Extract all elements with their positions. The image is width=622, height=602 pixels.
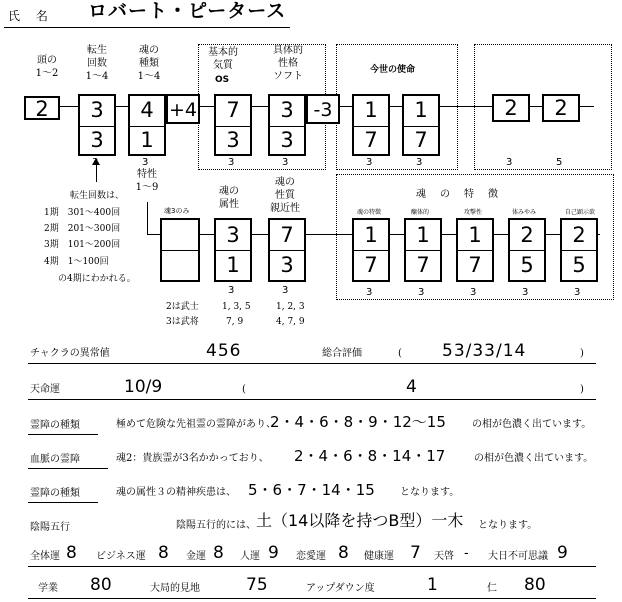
- ketsumyaku-nums: 2・4・6・8・14・17: [294, 447, 446, 465]
- chakra-value: 456: [206, 341, 242, 361]
- luck-value: 8: [213, 543, 224, 563]
- below-value: 3: [92, 157, 99, 168]
- luck-label: 健康運: [364, 551, 394, 562]
- inyo-text-a: 陰陽五行的には、: [176, 520, 256, 531]
- luck-label: ビジネス運: [96, 551, 146, 562]
- trait-header: 攻撃性: [464, 209, 483, 216]
- head-count-label: 頭の 1〜2: [35, 55, 59, 79]
- trait-box: 1 7: [456, 218, 494, 282]
- luck-value: 8: [158, 543, 169, 563]
- arrow-line: [96, 164, 97, 182]
- inyo-big: 土（14以降を持つB型）一木: [256, 511, 464, 530]
- reisho-text-b: の相が色濃く出ています。: [472, 419, 592, 430]
- below-value: 3: [282, 157, 289, 168]
- luck-value: -: [464, 546, 469, 561]
- study-value: 80: [90, 575, 112, 595]
- reincarnation-box: 3 3: [78, 94, 116, 156]
- basic-box: 7 3: [214, 94, 252, 156]
- reisho-nums: 2・4・6・8・9・12〜15: [270, 413, 446, 431]
- note-samurai-nature: 1, 2, 3: [276, 302, 305, 312]
- reisho2-text-b: となります。: [400, 487, 460, 498]
- overall-open: (: [398, 348, 402, 359]
- trait-below: 3: [574, 287, 581, 298]
- row-underline: [28, 598, 596, 599]
- trait-box: 1 7: [352, 218, 390, 282]
- header-underline: [4, 27, 290, 28]
- traits-title: 魂 の 特 徴: [416, 189, 500, 200]
- luck-value: 9: [268, 543, 279, 563]
- trait-below: 3: [366, 287, 373, 298]
- note-line: 3期 101〜200回: [44, 240, 121, 250]
- overall-close: ): [580, 348, 584, 359]
- reisho-label: 霊障の種類: [30, 420, 80, 431]
- row-underline: [28, 566, 596, 567]
- chakra-label: チャクラの異常値: [30, 348, 110, 359]
- person-name: ロバート・ピータース: [88, 0, 287, 22]
- below-value: 3: [416, 157, 423, 168]
- soul-type-label: 魂の 種類 1〜4: [137, 45, 161, 82]
- note-samurai: 2は武士: [166, 302, 199, 312]
- reisho2-label: 霊障の種類: [30, 488, 80, 499]
- note-general: 3は武将: [166, 317, 199, 327]
- soul3-only-label: 魂3のみ: [164, 207, 190, 215]
- tenmei-close: ): [580, 384, 584, 395]
- tenmei-inner: 4: [406, 377, 417, 397]
- trait-box: 1 7: [404, 218, 442, 282]
- head-count-box: 2: [24, 96, 60, 120]
- note-samurai-attr: 1, 3, 5: [222, 302, 251, 312]
- study-value: 1: [427, 575, 438, 595]
- mission-label: 今世の使命: [370, 65, 416, 75]
- soul-type-box: 4 1: [128, 94, 166, 156]
- below-value: 3: [506, 157, 513, 168]
- ketsumyaku-label: 血脈の霊障: [30, 454, 80, 465]
- label-underline: [28, 502, 98, 503]
- mission-box-2: 1 7: [402, 94, 440, 156]
- attr-below: 3: [228, 285, 235, 296]
- row-underline: [28, 363, 596, 364]
- reisho2-text-a: 魂の属性３の精神疾患は、: [116, 487, 236, 498]
- note-line: 1期 301〜400回: [44, 208, 121, 218]
- luck-value: 7: [410, 543, 421, 563]
- nature-box: 7 3: [268, 218, 306, 282]
- trait-header: 醸体的: [411, 209, 430, 216]
- overall-label: 総合評価: [322, 348, 362, 359]
- trait-header: 体みやみ: [512, 209, 537, 216]
- tenmei-value: 10/9: [124, 377, 163, 397]
- right-box-1: 2: [492, 94, 530, 122]
- trait-below: 3: [418, 287, 425, 298]
- label-underline: [28, 434, 98, 435]
- luck-label: 恋愛運: [296, 551, 326, 562]
- study-label: 仁: [487, 583, 497, 594]
- luck-value: 9: [557, 543, 568, 563]
- minus-box: -3: [306, 94, 340, 124]
- below-value: 3: [366, 157, 373, 168]
- inyo-text-b: となります。: [478, 520, 538, 531]
- tenmei-open: (: [242, 384, 246, 395]
- note-line: の4期にわかれる。: [58, 274, 136, 284]
- tenmei-label: 天命運: [30, 384, 60, 395]
- trait-header: 自己顕示欲: [565, 209, 596, 216]
- attr-box: 3 1: [214, 218, 252, 282]
- luck-label: 金運: [186, 551, 206, 562]
- overall-value: 53/33/14: [442, 341, 527, 361]
- trait-box: 2 5: [560, 218, 598, 282]
- specific-box: 3 3: [268, 94, 306, 156]
- right-box-2: 2: [542, 94, 580, 122]
- plus-box: +4: [166, 94, 200, 124]
- trait-box: 2 5: [508, 218, 546, 282]
- luck-value: 8: [66, 543, 77, 563]
- note-general-attr: 7, 9: [226, 317, 244, 327]
- ketsumyaku-text-b: の相が色濃く出ています。: [474, 453, 594, 464]
- note-line: 転生回数は、: [70, 191, 125, 201]
- arrow-head-icon: [92, 158, 100, 165]
- mission-box-1: 1 7: [352, 94, 390, 156]
- note-line: 4期 1〜100回: [44, 257, 109, 267]
- os-label: OS: [215, 75, 230, 85]
- luck-label: 人運: [240, 551, 260, 562]
- ketsumyaku-text-a: 魂2：貴族霊が3名かかっており、: [116, 453, 269, 464]
- study-label: 大局的見地: [150, 583, 200, 594]
- tokusei-line: [147, 202, 148, 234]
- soul-attr-label: 魂の 属性: [219, 186, 239, 210]
- luck-label: 全体運: [30, 551, 60, 562]
- reincarnation-label: 転生 回数 1〜4: [85, 45, 109, 82]
- tokusei-label: 特性 1〜9: [135, 169, 159, 193]
- below-value: 3: [228, 157, 235, 168]
- label-underline: [28, 468, 108, 469]
- below-value: 3: [142, 157, 149, 168]
- luck-label: 大日不可思議: [488, 551, 548, 562]
- below-value: 5: [556, 157, 563, 168]
- luck-label: 天啓: [434, 551, 454, 562]
- trait-below: 3: [470, 287, 477, 298]
- study-label: 学業: [38, 583, 58, 594]
- inyo-label: 陰陽五行: [30, 522, 70, 533]
- specific-label: 具体的 性格 ソフト: [273, 45, 303, 82]
- note-general-nature: 4, 7, 9: [276, 317, 305, 327]
- reisho2-nums: 5・6・7・14・15: [248, 481, 375, 499]
- study-value: 75: [246, 575, 268, 595]
- study-label: アップダウン度: [306, 583, 375, 594]
- basic-label: 基本的 気質: [208, 47, 238, 71]
- nature-below: 3: [282, 285, 289, 296]
- luck-value: 8: [338, 543, 349, 563]
- study-value: 80: [524, 575, 546, 595]
- reisho-text-a: 極めて危険な先祖霊の霊障があり、: [116, 419, 276, 430]
- soul-nature-label: 魂の 性質 親近性: [270, 177, 300, 214]
- trait-header: 魂の特徴: [357, 209, 382, 216]
- soul3-only-box: [160, 218, 200, 282]
- note-line: 2期 201〜300回: [44, 224, 121, 234]
- name-label: 氏 名: [8, 9, 54, 23]
- row-underline: [28, 399, 596, 400]
- trait-below: 3: [522, 287, 529, 298]
